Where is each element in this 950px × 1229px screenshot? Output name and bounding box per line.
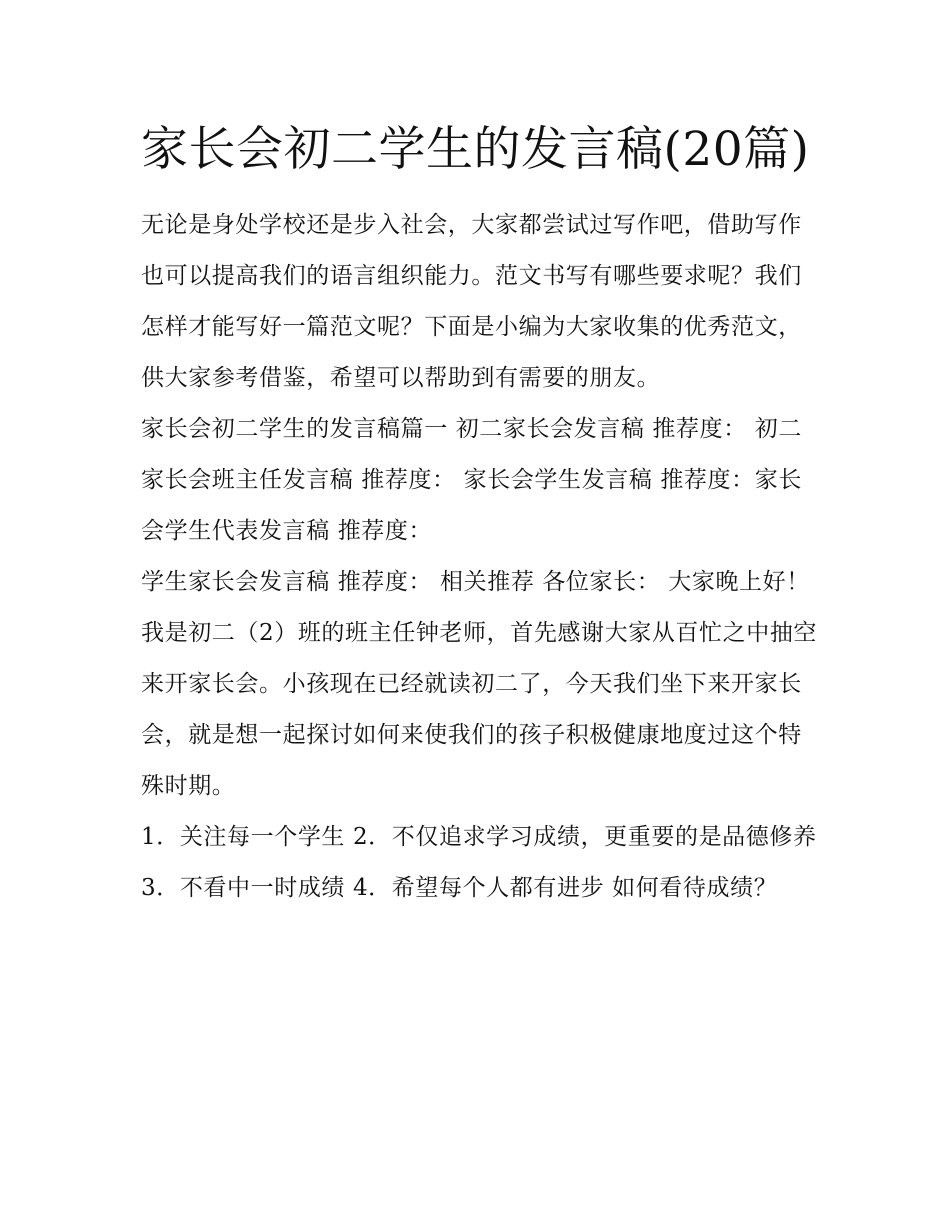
- paragraph-intro: 无论是身处学校还是步入社会，大家都尝试过写作吧，借助写作也可以提高我们的语言组织能力。范文书写有哪些要求呢？我们怎样才能写好一篇范文呢？下面是小编为大家收集的优秀范文，供大家参考借鉴，希望可以帮助到有需要的朋友。: [141, 212, 802, 391]
- document-body: [141, 110, 821, 914]
- paragraph-greeting: 学生家长会发言稿 推荐度： 相关推荐 各位家长： 大家晚上好！: [141, 569, 810, 595]
- paragraph-principles: 1．关注每一个学生 2．不仅追求学习成绩，更重要的是品德修养 3．不看中一时成绩 4．希望每个人都有进步 如何看待成绩？: [141, 824, 817, 901]
- document-title: 家长会初二学生的发言稿(20篇): [141, 122, 810, 177]
- paragraph-teacher-intro: 我是初二（2）班的班主任钟老师，首先感谢大家从百忙之中抽空来开家长会。小孩现在已经就读初二了，今天我们坐下来开家长会，就是想一起探讨如何来使我们的孩子积极健康地度过这个特殊时期。: [141, 620, 818, 799]
- paragraph-recommendations: 家长会初二学生的发言稿篇一 初二家长会发言稿 推荐度： 初二家长会班主任发言稿 推荐度： 家长会学生发言稿 推荐度：家长会学生代表发言稿 推荐度：: [141, 416, 802, 544]
